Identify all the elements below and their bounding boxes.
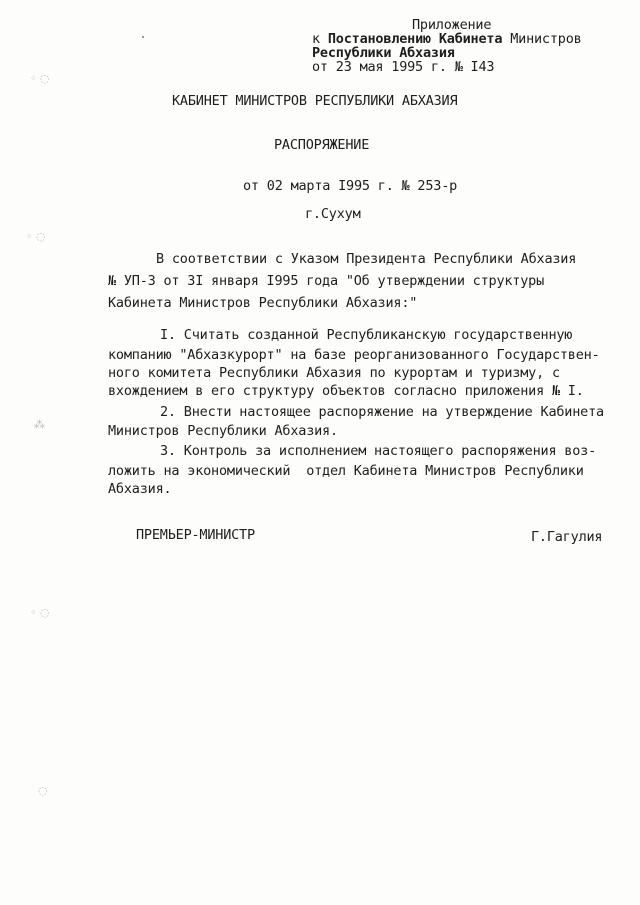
item-line: вхождением в его структуру объектов согласно приложения № I.: [108, 383, 584, 399]
binding-mark: ◦ ◌: [26, 230, 46, 243]
item-line: I. Считать созданной Республиканскую государственную: [160, 327, 573, 343]
preamble-line: № УП-3 от 3I января I995 года "Об утверждении структуры: [108, 273, 545, 289]
item-line: компанию "Абхазкурорт" на базе реорганизованного Государствен-: [108, 347, 600, 363]
speck: [142, 36, 144, 38]
document-city: г.Сухум: [305, 206, 361, 222]
item-line: 3. Контроль за исполнением настоящего распоряжения воз-: [160, 443, 597, 459]
item-line: ложить на экономический отдел Кабинета Министров Республики: [108, 463, 584, 479]
appendix-date: от 23 мая 1995 г. № I43: [312, 59, 495, 75]
item-line: Абхазия.: [108, 481, 172, 497]
item-line: Министров Республики Абхазия.: [108, 423, 338, 439]
signatory-name: Г.Гагулия: [531, 529, 603, 545]
appendix-republic: Республики Абхазия: [312, 45, 455, 61]
appendix-prefix: к: [312, 31, 328, 47]
item-line: ного комитета Республики Абхазия по курортам и туризму, с: [108, 365, 560, 381]
binding-mark: ◦ ◌: [30, 72, 50, 85]
appendix-title: Приложение: [412, 17, 492, 33]
binding-mark: ⁂: [34, 418, 45, 431]
document-type: РАСПОРЯЖЕНИЕ: [274, 137, 370, 153]
preamble-line: Кабинета Министров Республики Абхазия:": [108, 295, 418, 311]
binding-mark: ◌: [38, 784, 48, 797]
item-line: 2. Внести настоящее распоряжение на утверждение Кабинета: [160, 404, 604, 420]
signatory-title: ПРЕМЬЕР-МИНИСТР: [136, 527, 255, 543]
appendix-suffix: Министров: [502, 31, 582, 47]
preamble-line: В соответствии с Указом Президента Республики Абхазия: [156, 251, 577, 267]
organization-name: КАБИНЕТ МИНИСТРОВ РЕСПУБЛИКИ АБХАЗИЯ: [172, 93, 458, 109]
binding-mark: ◦ ◌: [30, 606, 50, 619]
document-date-number: от 02 марта I995 г. № 253-р: [243, 178, 458, 194]
appendix-resolution: Постановлению Кабинета: [327, 31, 503, 47]
